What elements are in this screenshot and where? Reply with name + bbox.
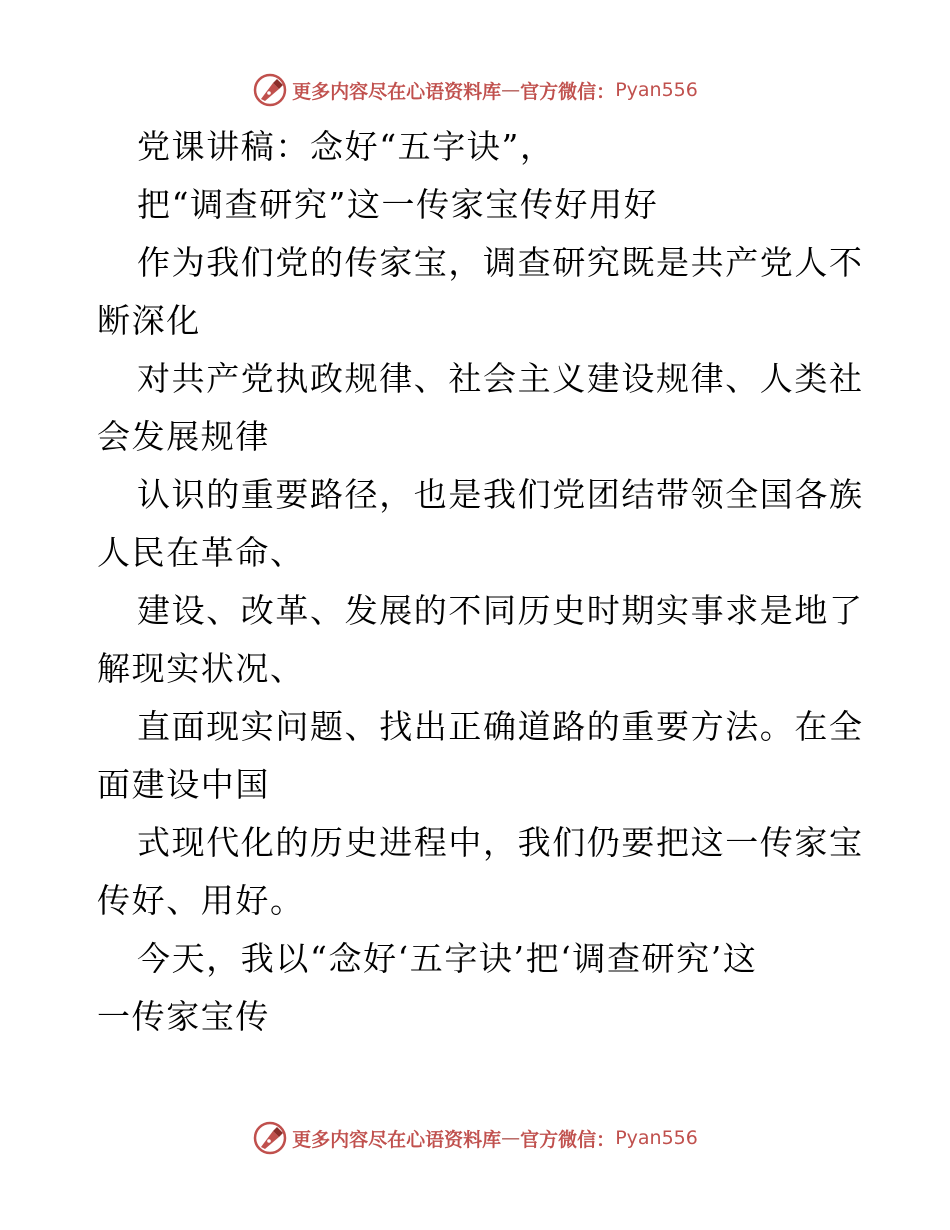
text-line: 传好、用好。 <box>97 881 305 920</box>
watermark-wechat-id: Pyan556 <box>615 1127 698 1149</box>
pen-nib-circle-icon <box>252 72 288 108</box>
watermark-wechat-label: 官方微信： <box>520 80 616 103</box>
text-line: 今天，我以“念好‘五字诀’把‘调查研究’这 <box>137 939 758 978</box>
header-watermark <box>0 70 950 110</box>
text-line: 面建设中国 <box>97 765 270 804</box>
watermark-wechat-id: Pyan556 <box>615 79 698 101</box>
text-line: 一传家宝传 <box>97 997 270 1036</box>
text-line: 党课讲稿：念好“五字诀”， <box>137 127 555 166</box>
footer-watermark <box>0 1118 950 1158</box>
text-line: 作为我们党的传家宝，调查研究既是共产党人不 <box>137 243 864 282</box>
text-line: 断深化 <box>97 301 201 340</box>
text-line: 建设、改革、发展的不同历史时期实事求是地了 <box>137 591 864 630</box>
watermark-separator: — <box>501 79 521 101</box>
watermark-wechat-label: 官方微信： <box>520 1128 616 1151</box>
text-line: 认识的重要路径，也是我们党团结带领全国各族 <box>137 475 864 514</box>
document-body <box>97 118 864 1046</box>
text-line: 式现代化的历史进程中，我们仍要把这一传家宝 <box>137 823 864 862</box>
watermark-separator: — <box>501 1127 521 1149</box>
text-line: 把“调查研究”这一传家宝传好用好 <box>137 185 659 224</box>
text-line: 解现实状况、 <box>97 649 305 688</box>
text-line: 会发展规律 <box>97 417 270 456</box>
text-line: 直面现实问题、找出正确道路的重要方法。在全 <box>137 707 864 746</box>
watermark-main-text: 更多内容尽在心语资料库 <box>292 1128 502 1151</box>
watermark-main-text: 更多内容尽在心语资料库 <box>292 80 502 103</box>
text-line: 人民在革命、 <box>97 533 305 572</box>
text-line: 对共产党执政规律、社会主义建设规律、人类社 <box>137 359 864 398</box>
pen-nib-circle-icon <box>252 1120 288 1156</box>
